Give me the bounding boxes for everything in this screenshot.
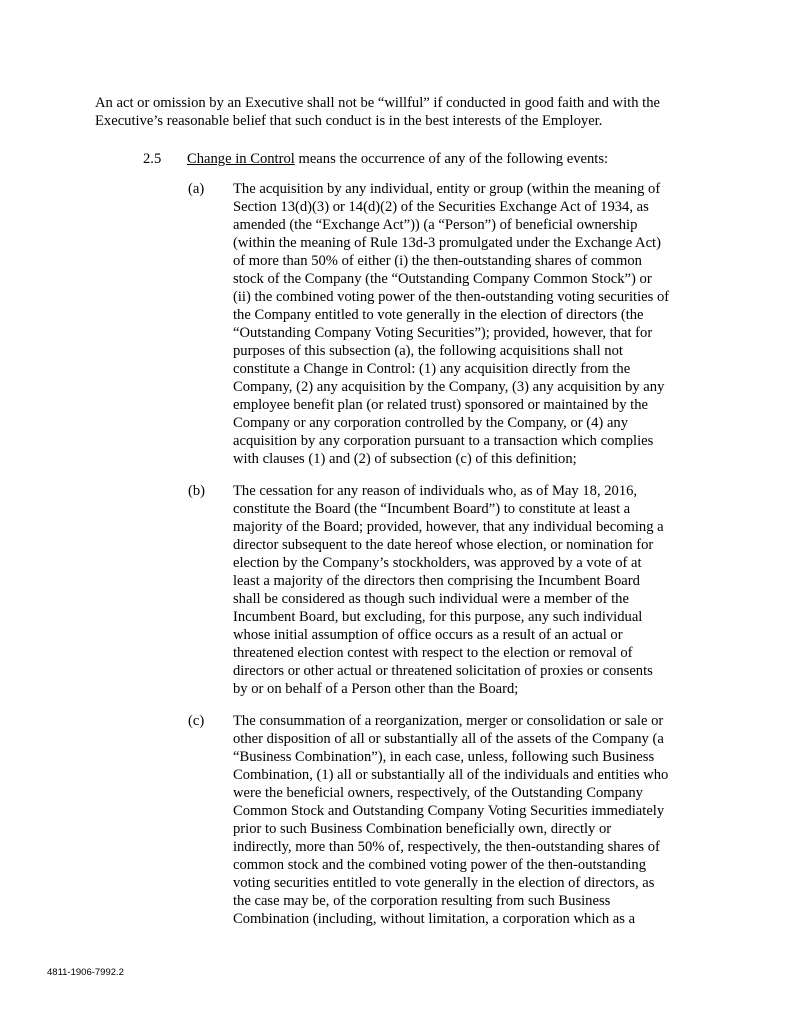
text-line: voting securities entitled to vote generally in the election of directors, as <box>233 875 655 891</box>
subsection-text <box>233 180 708 468</box>
section-heading-line <box>187 150 608 168</box>
text-line: threatened election contest with respect to the election or removal of <box>233 645 633 661</box>
text-line: Combination, (1) all or substantially all of the individuals and entities who <box>233 767 669 783</box>
intro-line: An act or omission by an Executive shall not be “willful” if conducted in good faith and with the <box>95 95 660 111</box>
text-line: the Company entitled to vote generally in the election of directors (the <box>233 307 644 323</box>
text-line: The consummation of a reorganization, merger or consolidation or sale or <box>233 713 664 729</box>
subsection-text <box>233 482 708 698</box>
document-id-footer: 4811-1906-7992.2 <box>47 967 124 978</box>
text-line: common stock and the combined voting power of the then-outstanding <box>233 857 647 873</box>
text-line: Section 13(d)(3) or 14(d)(2) of the Securities Exchange Act of 1934, as <box>233 199 649 215</box>
text-line: director subsequent to the date hereof whose election, or nomination for <box>233 537 654 553</box>
text-line: Incumbent Board, but excluding, for this purpose, any such individual <box>233 609 643 625</box>
text-line: majority of the Board; provided, however, that any individual becoming a <box>233 519 664 535</box>
section-heading-rest: means the occurrence of any of the following events: <box>294 151 609 167</box>
text-line: (ii) the combined voting power of the then-outstanding voting securities of <box>233 289 670 305</box>
text-line: by or on behalf of a Person other than the Board; <box>233 681 519 697</box>
text-line: “Business Combination”), in each case, unless, following such Business <box>233 749 655 765</box>
text-line: were the beneficial owners, respectively, of the Outstanding Company <box>233 785 643 801</box>
text-line: directors or other actual or threatened solicitation of proxies or consents <box>233 663 653 679</box>
text-line: shall be considered as though such individual were a member of the <box>233 591 629 607</box>
text-line: Common Stock and Outstanding Company Voting Securities immediately <box>233 803 665 819</box>
text-line: Combination (including, without limitation, a corporation which as a <box>233 911 636 927</box>
text-line: “Outstanding Company Voting Securities”); provided, however, that for <box>233 325 653 341</box>
subsection-label: (b) <box>188 483 206 499</box>
text-line: least a majority of the directors then comprising the Incumbent Board <box>233 573 640 589</box>
text-line: employee benefit plan (or related trust) sponsored or maintained by the <box>233 397 648 413</box>
text-line: indirectly, more than 50% of, respectively, the then-outstanding shares of <box>233 839 660 855</box>
text-line: election by the Company’s stockholders, was approved by a vote of at <box>233 555 642 571</box>
intro-line: Executive’s reasonable belief that such conduct is in the best interests of the Employer. <box>95 113 603 129</box>
text-line: amended (the “Exchange Act”)) (a “Person”) of beneficial ownership <box>233 217 638 233</box>
text-line: with clauses (1) and (2) of subsection (c) of this definition; <box>233 451 577 467</box>
subsection-label: (a) <box>188 181 205 197</box>
text-line: the case may be, of the corporation resulting from such Business <box>233 893 611 909</box>
text-line: The acquisition by any individual, entity or group (within the meaning of <box>233 181 661 197</box>
text-line: stock of the Company (the “Outstanding Company Common Stock”) or <box>233 271 652 287</box>
intro-paragraph <box>95 94 705 130</box>
text-line: whose initial assumption of office occurs as a result of an actual or <box>233 627 623 643</box>
text-line: purposes of this subsection (a), the following acquisitions shall not <box>233 343 623 359</box>
text-line: Company or any corporation controlled by the Company, or (4) any <box>233 415 629 431</box>
section-number: 2.5 <box>143 151 162 167</box>
text-line: The cessation for any reason of individuals who, as of May 18, 2016, <box>233 483 638 499</box>
section-heading: Change in Control <box>187 151 295 167</box>
text-line: constitute the Board (the “Incumbent Board”) to constitute at least a <box>233 501 631 517</box>
subsection-label: (c) <box>188 713 205 729</box>
text-line: (within the meaning of Rule 13d-3 promulgated under the Exchange Act) <box>233 235 661 251</box>
subsection-text <box>233 712 708 928</box>
text-line: Company, (2) any acquisition by the Company, (3) any acquisition by any <box>233 379 665 395</box>
text-line: of more than 50% of either (i) the then-outstanding shares of common <box>233 253 642 269</box>
text-line: constitute a Change in Control: (1) any acquisition directly from the <box>233 361 631 377</box>
text-line: other disposition of all or substantially all of the assets of the Company (a <box>233 731 664 747</box>
text-line: acquisition by any corporation pursuant to a transaction which complies <box>233 433 654 449</box>
text-line: prior to such Business Combination beneficially own, directly or <box>233 821 612 837</box>
